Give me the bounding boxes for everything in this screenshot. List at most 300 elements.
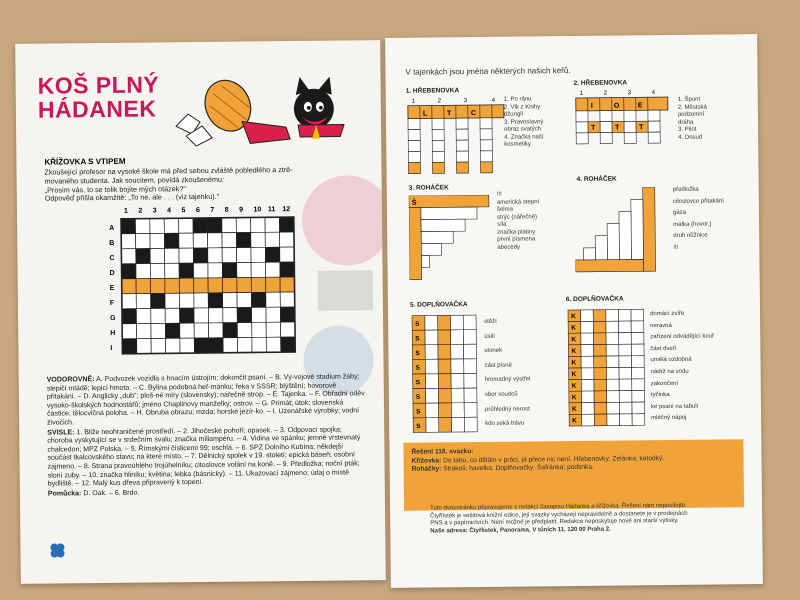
grid-cell <box>121 249 136 264</box>
grid-cell <box>165 278 180 293</box>
comb-number: 3 <box>463 98 468 105</box>
fill-cell <box>594 391 607 403</box>
grid-cell <box>179 248 194 263</box>
grid-cell <box>280 292 295 307</box>
puzzle-2-clues <box>678 97 707 142</box>
fill-cell <box>581 356 594 368</box>
grid-cell <box>193 233 208 248</box>
fill-cell <box>581 321 594 333</box>
fill-cell <box>594 344 607 356</box>
grid-cell <box>251 262 266 277</box>
grid-cell <box>251 292 266 307</box>
fill-cell <box>594 402 607 414</box>
puzzle-5-clues <box>484 314 531 431</box>
fill-letter: S <box>416 408 421 416</box>
clue: 4. Dosud <box>678 134 703 141</box>
comb-number: 4 <box>651 90 656 97</box>
clue: předložka <box>672 186 699 193</box>
fill-cell <box>463 330 476 345</box>
fill-cell <box>425 374 438 389</box>
fill-cell <box>438 315 451 330</box>
fill-cell <box>618 309 631 321</box>
grid-cell <box>165 248 180 263</box>
grid-cell <box>280 277 295 292</box>
fill-cell <box>607 391 620 403</box>
fill-cell <box>607 379 620 391</box>
grid-cell <box>194 278 209 293</box>
corner-letter: Š <box>411 199 417 207</box>
clue: nádrž na vodu <box>650 368 689 376</box>
clue: ke psaní na tabuli <box>650 403 699 410</box>
grid-cell <box>180 323 195 338</box>
grid-cell <box>208 293 223 308</box>
section-2-title: 2. HŘEBENOVKA <box>573 79 628 87</box>
grid-cell <box>280 307 295 322</box>
row-letter: G <box>110 314 116 322</box>
fill-cell <box>619 391 632 403</box>
grid-cell <box>265 262 280 277</box>
fill-cell <box>451 344 464 359</box>
column-number: 4 <box>167 207 172 215</box>
fill-cell <box>619 333 632 345</box>
row-letter: C <box>109 254 115 262</box>
note-line: PNS a v papírnictvích. Není možné je předplatit. Redakce neposkytuje nové ani starší výtisky. <box>430 518 679 527</box>
crossword-subtitle: KŘÍŽOVKA S VTIPEM <box>44 156 126 167</box>
grid-cell <box>136 264 151 279</box>
intro-line: Zkoušející profesor na vysoké škole má před sebou zvláště pobledlého a ztrě- <box>44 165 293 177</box>
fill-letter: K <box>571 382 577 390</box>
note-line: Čtyřlístek je sešitová knižní edice, její svazky vycházejí nepravidelně a dostanete je v prodejnách <box>430 510 688 520</box>
grid-cell <box>151 293 166 308</box>
clue: obraz svatých <box>504 126 542 133</box>
across-clues <box>47 373 366 428</box>
fill-cell <box>632 390 645 402</box>
fill-cell <box>631 344 644 356</box>
grid-cell <box>137 324 152 339</box>
clue: !!! <box>496 191 502 198</box>
fill-cell <box>464 388 477 403</box>
grid-cell <box>150 278 165 293</box>
fill-cell <box>439 403 452 418</box>
row-letter: E <box>109 284 115 292</box>
grid-cell <box>122 294 137 309</box>
comb-letter: T <box>639 124 644 132</box>
fill-cell <box>438 388 451 403</box>
grid-cell <box>151 338 166 353</box>
crossword-intro <box>44 165 364 204</box>
grid-cell <box>222 278 237 293</box>
right-header: V tajenkách jsou jména některých našich keřů. <box>405 66 571 77</box>
grid-cell <box>136 279 151 294</box>
answers-label-2: Roháčky: <box>411 465 442 473</box>
comb-number: 1 <box>579 90 584 97</box>
fill-cell <box>593 310 606 322</box>
grid-cell <box>266 337 281 352</box>
comb-number: 4 <box>491 97 496 104</box>
clue: šelma <box>496 206 513 213</box>
fill-cell <box>619 379 632 391</box>
fill-letter: K <box>571 324 576 332</box>
section-1-title: 1. HŘEBENOVKA <box>405 87 460 95</box>
fill-cell <box>606 344 619 356</box>
clue: kdo seká trávu <box>485 420 525 428</box>
comb-letter: O <box>613 102 620 110</box>
down-text: 1. Bliže neohraničené prostředí. – 2. Jihočeské pohoří; opasek. – 3. Odpovací spojka; choroba vyskytující se v srdečním svalu; značka miliampéru. – 4. Vidina ve spánku; jemně vrstevnatý chalcedon; MPZ Polska. – 5. Římskými číslicemi 99; oschlá. – 6. SPZ Dolního Kubína; někdejší součást tkalcovského stavu; na které místo. – 7. Dělnický spolek v 19. století; epická báseň; osobní zájmeno. – 8. Strana pravoúhlého trojúhelníku; citoslovce volání na koně. – 9. Předložka; noční pták; sloní zuby. – 10. značka hliníku; květina; lebka (básnicky). – 11. Ukazovací zájmeno; údaj o místě bydliště. – 12. Malý kus dřeva připravený k topení. <box>47 426 361 488</box>
clue: první písmena <box>497 236 536 243</box>
grid-cell <box>237 322 252 337</box>
fill-letter: K <box>571 347 577 355</box>
clue: mléčný nápoj <box>651 415 687 422</box>
right-page <box>385 34 763 588</box>
row-letter: A <box>109 224 115 232</box>
puzzle-3-corner <box>409 195 500 286</box>
grid-cell <box>266 307 281 322</box>
title-line-2: HÁDANEK <box>37 95 157 123</box>
fill-cell <box>632 379 645 391</box>
fill-cell <box>451 330 464 345</box>
clue: značka platiny <box>497 228 536 236</box>
section-5-title: 5. DOPLŇOVAČKA <box>409 301 468 309</box>
grid-cell <box>209 338 224 353</box>
fill-cell <box>426 403 439 418</box>
grid-cell <box>150 248 165 263</box>
fill-letter: K <box>571 394 577 402</box>
grid-cell <box>136 294 151 309</box>
grid-cell <box>251 247 266 262</box>
fill-cell <box>619 344 632 356</box>
fill-cell <box>451 388 464 403</box>
fill-cell <box>426 418 439 433</box>
grid-cell <box>208 233 223 248</box>
grid-cell <box>237 307 252 322</box>
fill-cell <box>582 414 595 426</box>
grid-cell <box>223 293 238 308</box>
fill-cell <box>632 367 645 379</box>
fill-cell <box>438 330 451 345</box>
grid-cell <box>252 322 267 337</box>
fill-cell <box>594 379 607 391</box>
fill-cell <box>425 345 438 360</box>
clue: podzemní <box>677 111 705 118</box>
grid-cell <box>122 339 137 354</box>
fill-letter: K <box>571 405 577 413</box>
fill-cell <box>581 379 594 391</box>
column-number: 12 <box>282 206 291 214</box>
comb-number: 2 <box>603 90 608 97</box>
clue: matka (hovor.) <box>673 221 712 228</box>
puzzle-4-corner <box>575 187 666 278</box>
grid-cell <box>165 293 180 308</box>
grid-cell <box>222 233 237 248</box>
fill-letter: S <box>416 423 421 431</box>
grid-cell <box>122 309 137 324</box>
fill-letter: S <box>415 379 421 387</box>
fill-cell <box>594 356 607 368</box>
fill-cell <box>606 356 619 368</box>
grid-cell <box>237 292 252 307</box>
clue: dráha <box>677 119 694 126</box>
clue: stonek <box>484 347 503 355</box>
grid-cell <box>150 263 165 278</box>
fill-cell <box>606 321 619 333</box>
intro-line: Odpověď přišla okamžitě: „To ne, ale . . . (viz tajenku)." <box>44 192 220 204</box>
row-letter: I <box>110 344 113 352</box>
fill-cell <box>631 332 644 344</box>
grid-cell <box>237 262 252 277</box>
grid-cell <box>150 233 165 248</box>
fill-letter: K <box>571 336 577 344</box>
row-letter: H <box>110 329 116 337</box>
row-letter: B <box>109 239 115 247</box>
clue: americká stepní <box>496 198 540 206</box>
fill-cell <box>581 333 594 345</box>
note-line: Naše adresa: Čtyřlístek, Panorama, V tůních 11, 120 00 Praha 2. <box>430 526 611 535</box>
fill-cell <box>451 403 464 418</box>
grid-cell <box>121 264 136 279</box>
grid-cell <box>223 323 238 338</box>
intro-line: movaného studenta. Jak soucitem, povídá zkoušenému: <box>44 174 225 186</box>
grid-cell <box>194 338 209 353</box>
grid-cell <box>164 218 179 233</box>
grid-cell <box>151 323 166 338</box>
grid-cell <box>223 338 238 353</box>
fill-cell <box>464 373 477 388</box>
grid-cell <box>266 277 281 292</box>
section-4-title: 4. ROHÁČEK <box>576 175 617 183</box>
fill-letter: S <box>415 364 420 372</box>
fill-cell <box>464 359 477 374</box>
comb-letter: C <box>470 110 477 118</box>
grid-cell <box>208 308 223 323</box>
grid-cell <box>279 217 294 232</box>
clue: 4. Značka naší <box>504 133 544 141</box>
grid-cell <box>281 322 296 337</box>
row-letter: D <box>109 269 115 277</box>
fill-cell <box>451 374 464 389</box>
grid-cell <box>136 249 151 264</box>
grid-cell <box>265 232 280 247</box>
puzzle-4-clues <box>673 186 725 252</box>
comb-letter: T <box>615 124 620 132</box>
fill-cell <box>631 356 644 368</box>
grid-cell <box>180 308 195 323</box>
grid-cell <box>222 248 237 263</box>
publisher-note <box>430 502 740 536</box>
clue: džunglí <box>503 111 524 118</box>
fill-cell <box>425 330 438 345</box>
answers-box <box>403 439 744 511</box>
fill-cell <box>632 402 645 414</box>
grid-cell <box>179 293 194 308</box>
grid-cell <box>280 247 295 262</box>
fill-cell <box>438 374 451 389</box>
puzzle-1-clues <box>504 96 544 149</box>
clue: !!! <box>673 244 679 251</box>
grid-cell <box>179 278 194 293</box>
grid-cell <box>265 217 280 232</box>
grid-cell <box>180 338 195 353</box>
column-number: 6 <box>195 207 200 215</box>
clue: 3. Pravoslavný <box>503 118 544 126</box>
grid-cell <box>179 263 194 278</box>
comb-letter: I <box>590 102 593 110</box>
column-number: 9 <box>239 206 244 214</box>
answers-label-1: Křížovka: <box>411 456 442 465</box>
comb-letter: T <box>446 110 452 118</box>
clue: domácí zvíře <box>650 310 685 318</box>
clue: druh nůžnice <box>673 232 708 239</box>
puzzle-6-clues <box>650 309 715 426</box>
cat-with-basket-illustration <box>166 72 372 154</box>
column-number: 5 <box>181 207 186 215</box>
section-3-title: 3. ROHÁČEK <box>408 184 449 192</box>
fill-letter: S <box>415 393 421 401</box>
fill-cell <box>631 309 644 321</box>
grid-cell <box>208 278 223 293</box>
grid-cell <box>265 247 280 262</box>
down-label: SVISLE: <box>47 428 75 437</box>
fill-cell <box>438 359 451 374</box>
row-letter: F <box>109 299 115 307</box>
help-text: D. Oak. – 6. Brdo. <box>83 489 140 497</box>
grid-cell <box>137 339 152 354</box>
across-label: VODOROVNĚ: <box>46 376 95 384</box>
fill-cell <box>438 344 451 359</box>
fill-cell <box>619 402 632 414</box>
across-text: A. Podvozek vozidla s hnacím ústrojím; dokončit psaní. – B. Vý-vojové stadium žáby; slepičí mládě; lepicí hmota. – C. Bylina podobná heř-mánku; řeka v SSSR; blýštění; hovorově přitakání. – D. Anglicky „dub"; ploš-né míry (slovensky); nářečně strop. – E. Tajenka. – F. Obřadní oděv vysoko-školských hodnostářů; jméno Chaplinovy manželky; ostrov. – G. Primát; útok; slovenská částice; tělocvičná poloha. – H. Obruba obrazu; mzda; horské jezír-ko. – I. Uzenářské výrobky; vodní živočich. <box>46 373 365 427</box>
clue: 1. Špunt <box>677 96 701 103</box>
clue: kosmetiky <box>504 141 531 148</box>
grid-cell <box>135 219 150 234</box>
fill-cell <box>594 368 607 380</box>
grid-cell <box>193 263 208 278</box>
note-line: Tuto dvoustránku připravujeme s redakcí časopisu Hádanka a křížovka. Řešení nám neposílejte. <box>430 502 687 512</box>
grid-cell <box>252 307 267 322</box>
fill-cell <box>607 414 620 426</box>
fill-letter: S <box>415 350 420 358</box>
grid-cell <box>193 218 208 233</box>
clue: hromadný výstřel <box>484 376 531 384</box>
puzzle-3-clues <box>497 191 540 251</box>
fill-cell <box>425 359 438 374</box>
clue: síla <box>497 221 507 228</box>
grid-cell <box>222 263 237 278</box>
grid-cell <box>122 324 137 339</box>
grid-cell <box>251 232 266 247</box>
puzzle-2-comb <box>574 87 675 174</box>
fill-cell <box>606 333 619 345</box>
clue: část písně <box>484 362 512 369</box>
answers-title: Řešení 118. svazku: <box>411 448 474 456</box>
fill-cell <box>581 368 594 380</box>
grid-cell <box>151 308 166 323</box>
help-label: Pomůcka: <box>47 489 82 498</box>
clue: část dveří <box>650 345 677 352</box>
left-page <box>15 40 386 584</box>
fill-cell <box>619 321 632 333</box>
fill-cell <box>464 403 477 418</box>
clue: 3. Pilot <box>678 126 697 133</box>
comb-letter: L <box>422 110 428 118</box>
grid-cell <box>236 217 251 232</box>
grid-cell <box>266 292 281 307</box>
fill-cell <box>606 310 619 322</box>
grid-cell <box>179 233 194 248</box>
fill-cell <box>607 402 620 414</box>
fill-cell <box>594 414 607 426</box>
clue: úsilí <box>484 333 495 340</box>
clue: neravná <box>650 322 672 329</box>
fill-letter: K <box>571 359 577 367</box>
grid-cell <box>136 234 151 249</box>
fill-letter: S <box>415 335 420 343</box>
grid-cell <box>179 218 194 233</box>
fill-cell <box>606 368 619 380</box>
grid-cell <box>122 279 137 294</box>
puzzle-1-comb <box>406 95 517 186</box>
grid-cell <box>251 217 266 232</box>
column-number: 7 <box>210 206 215 214</box>
clue: tyčinka <box>650 392 670 399</box>
comb-letter: T <box>591 124 596 132</box>
crossword-clues <box>47 373 366 500</box>
grid-cell <box>266 322 281 337</box>
clue: abecedy <box>497 244 521 251</box>
fill-cell <box>632 414 645 426</box>
column-number: 1 <box>123 207 128 215</box>
grid-cell <box>208 248 223 263</box>
fill-letter: K <box>571 371 577 379</box>
grid-cell <box>165 323 180 338</box>
fill-cell <box>581 345 594 357</box>
clue: průhledný nerost <box>484 406 530 413</box>
intro-line: „Prosím vás, to se tolik bojíte mých otázek?" <box>44 183 186 195</box>
grid-cell <box>223 308 238 323</box>
fill-letter: K <box>571 313 576 321</box>
fill-cell <box>619 367 632 379</box>
grid-cell <box>194 323 209 338</box>
grid-cell <box>165 338 180 353</box>
down-clues <box>47 426 366 489</box>
grid-cell <box>252 337 267 352</box>
grid-cell <box>165 263 180 278</box>
fill-cell <box>464 344 477 359</box>
section-6-title: 6. DOPLŇOVAČKA <box>565 295 624 304</box>
fill-cell <box>619 356 632 368</box>
clue: stěží <box>484 318 497 325</box>
fill-cell <box>464 417 477 432</box>
comb-letter: E <box>637 102 643 110</box>
fill-cell <box>581 391 594 403</box>
grid-cell <box>237 247 252 262</box>
clover-icon <box>48 541 66 559</box>
grid-cell <box>209 323 224 338</box>
clue: zakončení <box>650 380 679 387</box>
clue: 1. Po ránu <box>503 96 532 103</box>
grid-cell <box>280 232 295 247</box>
grid-cell <box>121 234 136 249</box>
grid-cell <box>193 248 208 263</box>
fill-cell <box>439 417 452 432</box>
grid-cell <box>194 308 209 323</box>
grid-cell <box>281 337 296 352</box>
title-line-1: KOŠ PLNÝ <box>37 71 160 99</box>
fill-cell <box>593 321 606 333</box>
column-number: 11 <box>267 206 276 214</box>
clue: citoslovce přitakání <box>672 197 724 205</box>
grid-cell <box>280 262 295 277</box>
puzzle-5-grid <box>410 313 481 436</box>
